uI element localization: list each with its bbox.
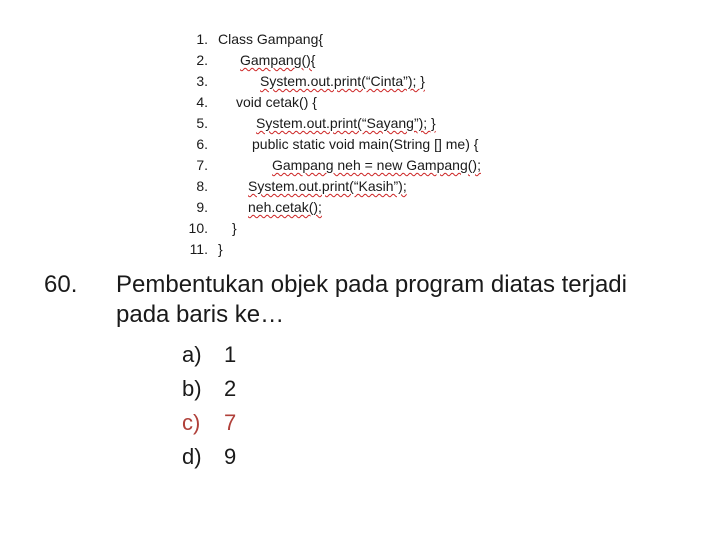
answer-options — [182, 338, 302, 474]
option-b — [182, 372, 302, 406]
code-text: Gampang neh = new Gampang(); — [272, 157, 481, 173]
code-text: Class Gampang{ — [218, 31, 324, 47]
line-number: 11. — [189, 241, 208, 257]
code-text: System.out.print(“Cinta”); } — [260, 73, 425, 89]
code-text: } — [218, 241, 223, 257]
option-value: 2 — [224, 376, 237, 401]
option-letter: c) — [182, 410, 201, 435]
code-text: System.out.print(“Kasih”); — [248, 178, 407, 194]
line-number: 4. — [196, 94, 208, 110]
code-text: public static void main(String [] me) { — [252, 136, 479, 152]
line-number: 5. — [196, 115, 208, 131]
code-text: Gampang(){ — [240, 52, 316, 68]
question-text: Pembentukan objek pada program diatas terjadi pada baris ke… — [116, 271, 627, 328]
code-snippet-image — [172, 26, 532, 270]
option-d — [182, 440, 302, 474]
option-value: 9 — [224, 444, 237, 469]
option-a — [182, 338, 302, 372]
line-number: 6. — [196, 136, 208, 152]
code-text: } — [232, 220, 237, 236]
line-number: 2. — [196, 52, 208, 68]
code-text: neh.cetak(); — [248, 199, 322, 215]
option-value: 7 — [224, 410, 237, 435]
option-c — [182, 406, 302, 440]
line-number: 1. — [196, 31, 208, 47]
line-number: 8. — [196, 178, 208, 194]
code-text: void cetak() { — [236, 94, 317, 110]
line-number: 9. — [196, 199, 208, 215]
option-value: 1 — [224, 342, 237, 367]
line-number: 10. — [188, 220, 208, 236]
option-letter: d) — [182, 444, 202, 469]
code-text: System.out.print(“Sayang”); } — [256, 115, 436, 131]
option-letter: a) — [182, 342, 202, 367]
line-number: 7. — [196, 157, 208, 173]
question-number: 60. — [44, 271, 78, 298]
line-number: 3. — [196, 73, 208, 89]
option-letter: b) — [182, 376, 202, 401]
